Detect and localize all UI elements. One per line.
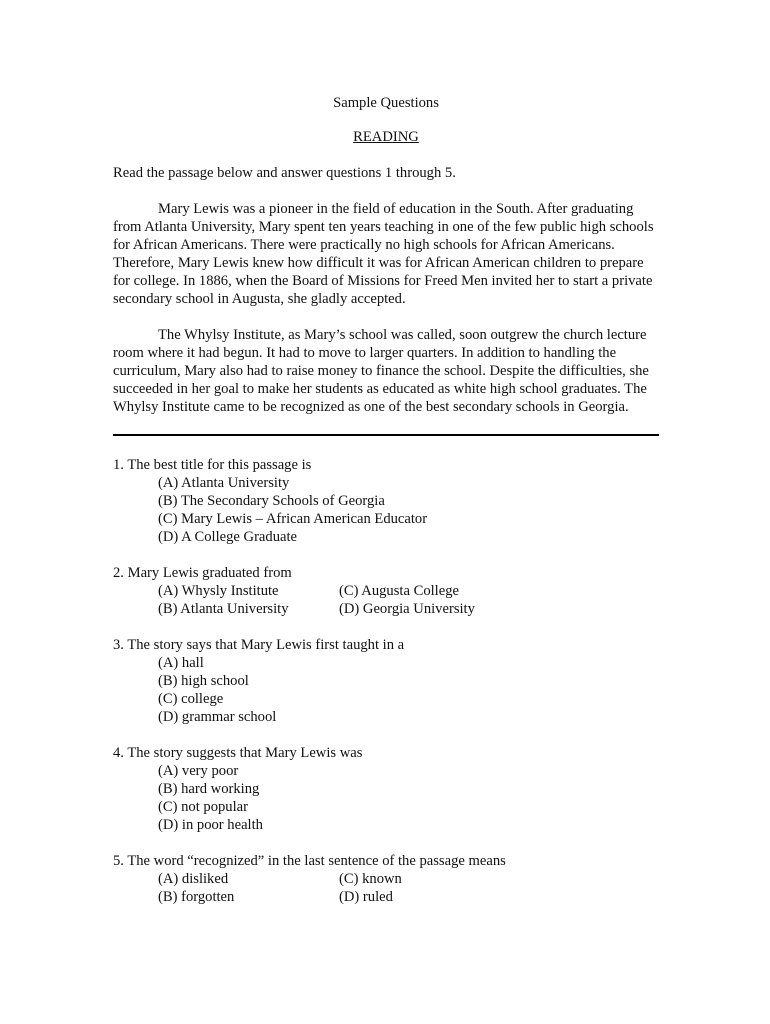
option-d: (D) in poor health (158, 817, 263, 833)
passage-paragraph-2: The Whylsy Institute, as Mary’s school was called, soon outgrew the church lecture room where it had begun. It had to move to larger quarters. In addition to handling the curriculum, Mary also had to raise money to finance the school. Despite the difficulties, she succeeded in her goal to make her students as educated as white high school graduates. The Whylsy Institute came to be recognized as one of the best secondary schools in Georgia. (113, 327, 649, 415)
option-c: (C) Mary Lewis – African American Educator (158, 511, 428, 527)
option-d: (D) grammar school (158, 709, 277, 725)
passage-paragraph-1: Mary Lewis was a pioneer in the field of education in the South. After graduating from Atlanta University, Mary spent ten years teaching in one of the few public high schools for African Americans. There were practically no high schools for African Americans. Therefore, Mary Lewis knew how difficult it was for African American children to prepare for college. In 1886, when the Board of Missions for Freed Men invited her to start a private secondary school in Augusta, she gladly accepted. (113, 201, 654, 307)
option-row (113, 600, 659, 618)
option-b: (B) Atlanta University (158, 601, 289, 617)
option-b: (B) forgotten (158, 889, 235, 905)
option-a: (A) disliked (158, 871, 229, 887)
option-row (113, 870, 659, 888)
question-1 (113, 456, 659, 546)
question-2 (113, 564, 659, 618)
option-row (113, 888, 659, 906)
option-d: (D) A College Graduate (158, 529, 298, 545)
option-a: (A) very poor (158, 763, 239, 779)
option-c: (C) known (339, 871, 402, 887)
question-stem: 5. The word “recognized” in the last sentence of the passage means (113, 853, 506, 869)
section-heading: READING (353, 129, 419, 145)
instructions: Read the passage below and answer questions 1 through 5. (113, 165, 456, 181)
document-page (113, 94, 659, 906)
option-c: (C) Augusta College (339, 583, 459, 599)
question-5 (113, 852, 659, 906)
option-a: (A) Atlanta University (158, 475, 290, 491)
question-3 (113, 636, 659, 726)
divider-line (113, 434, 659, 436)
option-b: (B) The Secondary Schools of Georgia (158, 493, 385, 509)
question-stem: 4. The story suggests that Mary Lewis was (113, 745, 363, 761)
option-d: (D) ruled (339, 889, 393, 905)
option-b: (B) hard working (158, 781, 260, 797)
question-4 (113, 744, 659, 834)
question-stem: 1. The best title for this passage is (113, 457, 312, 473)
option-c: (C) not popular (158, 799, 248, 815)
option-a: (A) hall (158, 655, 204, 671)
option-b: (B) high school (158, 673, 249, 689)
question-stem: 2. Mary Lewis graduated from (113, 565, 292, 581)
option-a: (A) Whysly Institute (158, 583, 279, 599)
option-c: (C) college (158, 691, 224, 707)
page-title: Sample Questions (333, 95, 439, 111)
question-stem: 3. The story says that Mary Lewis first taught in a (113, 637, 405, 653)
option-row (113, 582, 659, 600)
option-d: (D) Georgia University (339, 601, 475, 617)
